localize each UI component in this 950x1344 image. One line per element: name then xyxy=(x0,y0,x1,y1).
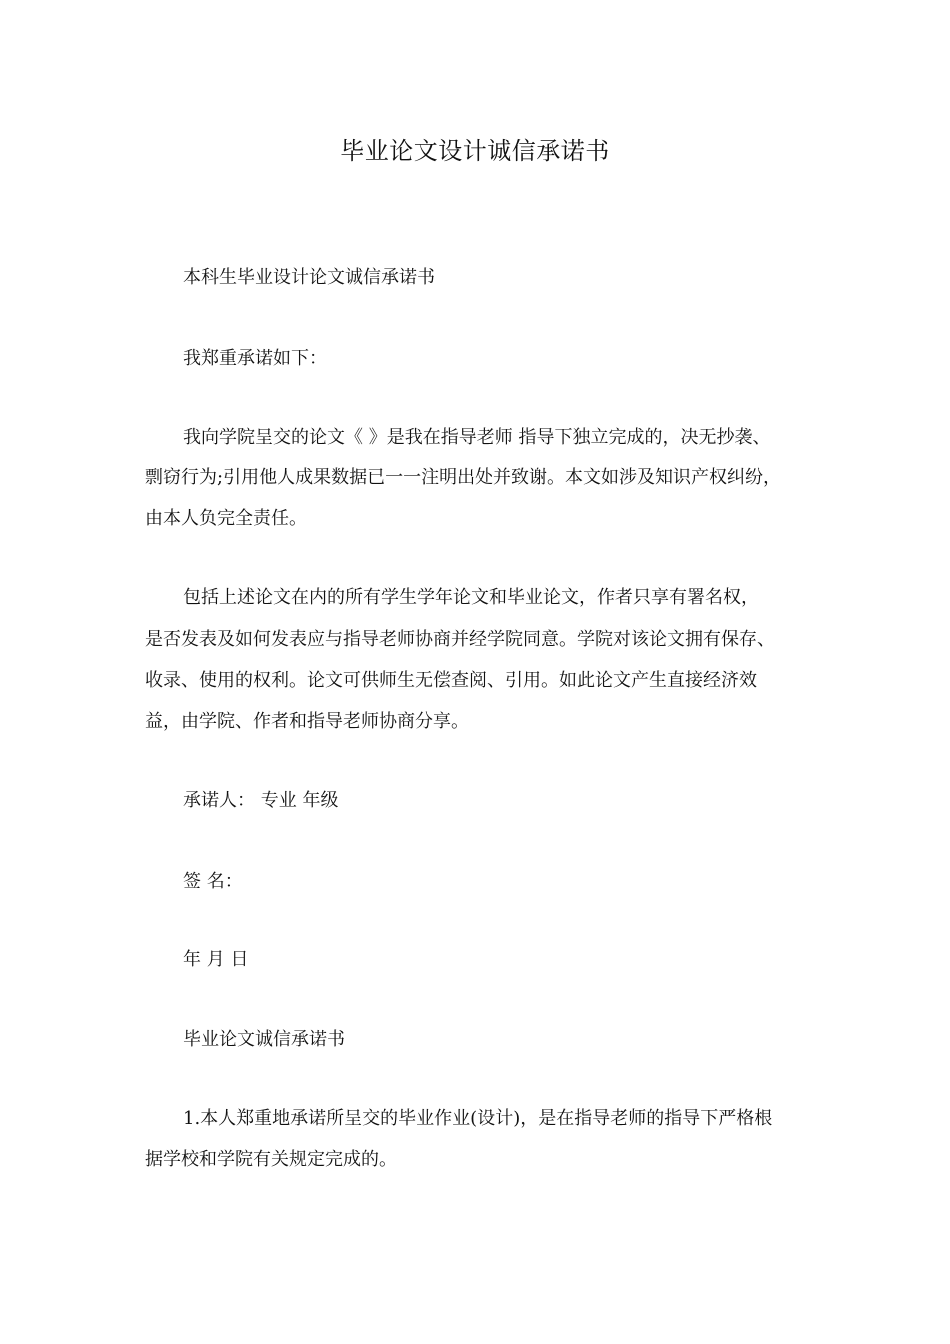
promisor-line: 承诺人： 专业 年级 xyxy=(183,790,339,811)
para2-line1: 包括上述论文在内的所有学生学年论文和毕业论文，作者只享有署名权， xyxy=(183,587,759,608)
para2-line2: 是否发表及如何发表应与指导老师协商并经学院同意。学院对该论文拥有保存、 xyxy=(145,629,775,650)
heading-thesis-pledge: 毕业论文诚信承诺书 xyxy=(183,1029,345,1050)
para1-line2: 剽窃行为;引用他人成果数据已一一注明出处并致谢。本文如涉及知识产权纠纷， xyxy=(145,467,782,488)
para2-line4: 益，由学院、作者和指导老师协商分享。 xyxy=(145,711,469,732)
item1-line1: 1.本人郑重地承诺所呈交的毕业作业(设计)，是在指导老师的指导下严格根 xyxy=(183,1108,773,1129)
para1-line1: 我向学院呈交的论文《 》是我在指导老师 指导下独立完成的，决无抄袭、 xyxy=(183,427,771,448)
document-title: 毕业论文设计诚信承诺书 xyxy=(340,137,610,165)
date-line: 年 月 日 xyxy=(183,949,249,970)
promise-intro: 我郑重承诺如下： xyxy=(183,348,327,369)
item1-line2: 据学校和学院有关规定完成的。 xyxy=(145,1149,397,1170)
heading-undergraduate-pledge: 本科生毕业设计论文诚信承诺书 xyxy=(183,267,435,288)
signature-line: 签 名： xyxy=(183,871,243,892)
para2-line3: 收录、使用的权利。论文可供师生无偿查阅、引用。如此论文产生直接经济效 xyxy=(145,670,757,691)
para1-line3: 由本人负完全责任。 xyxy=(145,508,307,529)
